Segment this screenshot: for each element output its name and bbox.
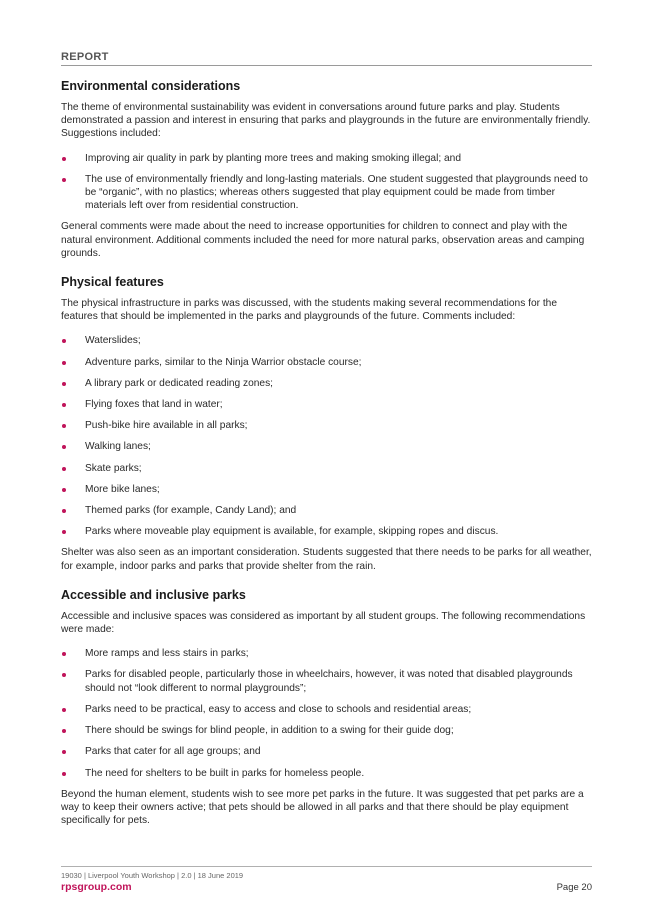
- footer-document-info: 19030 | Liverpool Youth Workshop | 2.0 | 18 June 2019: [61, 871, 244, 880]
- section-intro: Accessible and inclusive spaces was considered as important by all student groups. The following recommendations were made:: [61, 610, 586, 636]
- list-item: Skate parks;: [61, 462, 592, 475]
- bullet-list: [61, 647, 592, 779]
- list-item: Parks where moveable play equipment is available, for example, skipping ropes and discus.: [61, 525, 592, 538]
- bullet-dot-icon: [62, 729, 66, 733]
- list-item: Flying foxes that land in water;: [61, 398, 592, 411]
- bullet-dot-icon: [62, 445, 66, 449]
- list-item: Waterslides;: [61, 334, 592, 347]
- section-environmental: [61, 78, 592, 260]
- header-divider: [61, 65, 592, 66]
- list-item: Push-bike hire available in all parks;: [61, 419, 592, 432]
- list-item: Parks need to be practical, easy to access and close to schools and residential areas;: [61, 703, 592, 716]
- list-item: There should be swings for blind people, in addition to a swing for their guide dog;: [61, 724, 592, 737]
- bullet-dot-icon: [62, 403, 66, 407]
- footer-divider: [61, 866, 592, 867]
- section-intro: The theme of environmental sustainability was evident in conversations around future parks and play. Students demonstrated a passion and interest in ensuring that parks and playgrounds in the future are environmentally friendly. Suggestions included:: [61, 102, 591, 140]
- page-number: Page 20: [556, 882, 592, 893]
- bullet-dot-icon: [62, 157, 66, 161]
- bullet-dot-icon: [62, 467, 66, 471]
- list-item: Parks that cater for all age groups; and: [61, 745, 592, 758]
- section-physical-features: [61, 274, 592, 573]
- header-label: REPORT: [61, 51, 109, 63]
- bullet-dot-icon: [62, 530, 66, 534]
- footer-website-link[interactable]: rpsgroup.com: [61, 881, 132, 893]
- bullet-dot-icon: [62, 750, 66, 754]
- list-item: Walking lanes;: [61, 440, 592, 453]
- bullet-dot-icon: [62, 361, 66, 365]
- bullet-list: [61, 334, 592, 538]
- report-content: [61, 78, 592, 841]
- list-item: Themed parks (for example, Candy Land); and: [61, 504, 592, 517]
- list-item: More bike lanes;: [61, 483, 592, 496]
- section-outro: Shelter was also seen as an important consideration. Students suggested that there needs to be parks for all weather, for example, indoor parks and parks that provide shelter from the rain.: [61, 547, 592, 572]
- list-item: Improving air quality in park by planting more trees and making smoking illegal; and: [61, 152, 592, 165]
- list-item: More ramps and less stairs in parks;: [61, 647, 592, 660]
- bullet-dot-icon: [62, 708, 66, 712]
- list-item: The need for shelters to be built in parks for homeless people.: [61, 767, 592, 780]
- list-item: The use of environmentally friendly and long-lasting materials. One student suggested that playgrounds need to be “organic”, with no plastics; whereas others suggested that play equipment could be made from timber materials left over from residential construction.: [61, 173, 592, 213]
- bullet-dot-icon: [62, 382, 66, 386]
- section-intro: The physical infrastructure in parks was discussed, with the students making several recommendations for the features that should be implemented in the parks and playgrounds of the future. Comments included:: [61, 298, 558, 323]
- section-accessible-inclusive: [61, 587, 592, 827]
- list-item: A library park or dedicated reading zones;: [61, 377, 592, 390]
- section-outro: Beyond the human element, students wish to see more pet parks in the future. It was suggested that pet parks are a way to keep their owners active; that pets should be allowed in all parks and that there should be play equipment specifically for pets.: [61, 788, 584, 827]
- section-outro: General comments were made about the need to increase opportunities for children to connect and play with the natural environment. Additional comments included the need for more natural parks, observation areas and camping grounds.: [61, 221, 585, 259]
- bullet-list: [61, 152, 592, 213]
- bullet-dot-icon: [62, 673, 66, 677]
- bullet-dot-icon: [62, 509, 66, 513]
- bullet-dot-icon: [62, 488, 66, 492]
- section-title: Accessible and inclusive parks: [61, 587, 246, 602]
- bullet-dot-icon: [62, 772, 66, 776]
- list-item: Adventure parks, similar to the Ninja Warrior obstacle course;: [61, 356, 592, 369]
- bullet-dot-icon: [62, 178, 66, 182]
- list-item: Parks for disabled people, particularly those in wheelchairs, however, it was noted that disabled playgrounds should not “look different to normal playgrounds”;: [61, 668, 592, 694]
- bullet-dot-icon: [62, 652, 66, 656]
- section-title: Physical features: [61, 275, 164, 290]
- section-title: Environmental considerations: [61, 79, 241, 93]
- bullet-dot-icon: [62, 339, 66, 343]
- bullet-dot-icon: [62, 424, 66, 428]
